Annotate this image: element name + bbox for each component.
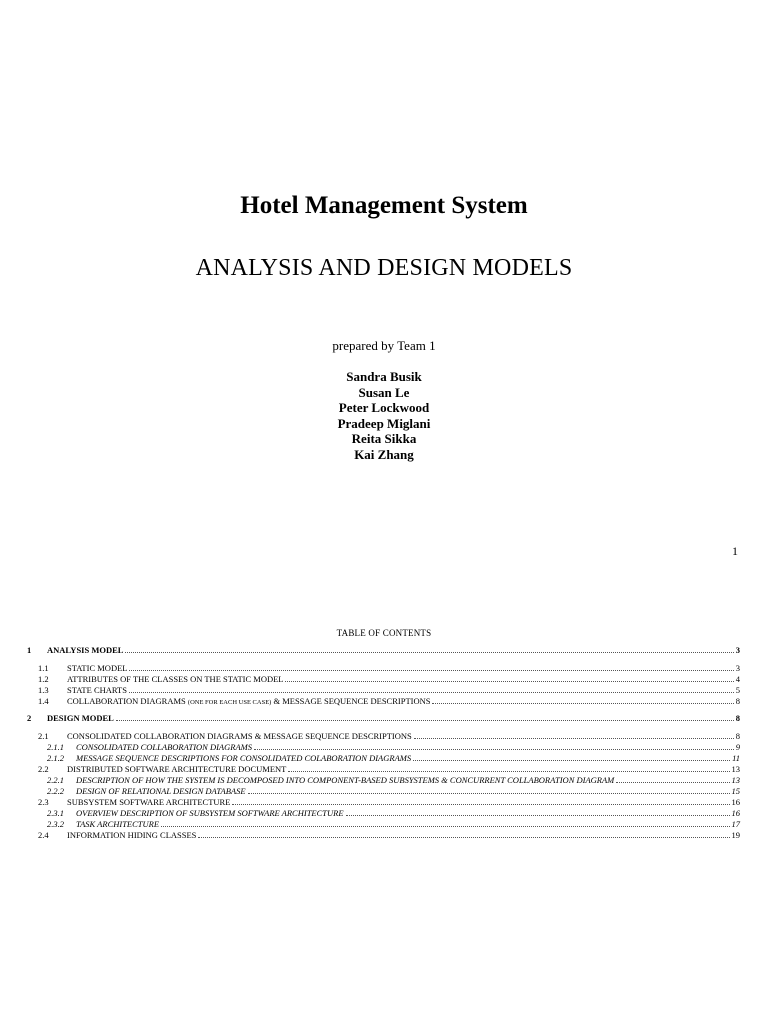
toc-entry-page: 3: [735, 645, 740, 655]
toc-entry-page: 13: [731, 775, 740, 785]
toc-entry[interactable]: [0, 645, 768, 656]
toc-entry-number: 2.2.1: [47, 775, 64, 785]
toc-entry-number: 1: [27, 645, 32, 655]
toc-entry[interactable]: [0, 674, 768, 685]
toc-entry[interactable]: [0, 786, 768, 797]
toc-entry[interactable]: [0, 764, 768, 775]
toc-entry-label: STATE CHARTS: [67, 685, 127, 695]
toc-entry-page: 13: [731, 764, 740, 774]
toc-entry-number: 1.2: [38, 674, 49, 684]
toc-heading: TABLE OF CONTENTS: [336, 628, 432, 638]
toc-entry-page: 3: [735, 663, 740, 673]
document-title: Hotel Management System: [240, 192, 528, 219]
toc-entry-number: 1.3: [38, 685, 49, 695]
toc-entry-page: 15: [731, 786, 740, 796]
toc-entry[interactable]: [0, 797, 768, 808]
prepared-by: prepared by Team 1: [332, 338, 436, 353]
toc-entry-number: 1.1: [38, 663, 49, 673]
toc-entry[interactable]: [0, 775, 768, 786]
toc-entry-number: 2.3: [38, 797, 49, 807]
toc-entry-label: DESCRIPTION OF HOW THE SYSTEM IS DECOMPOSED INTO COMPONENT-BASED SUBSYSTEMS & CONCURRENT COLLABORATION DIAGRAM: [76, 775, 615, 785]
toc-entry-label: OVERVIEW DESCRIPTION OF SUBSYSTEM SOFTWARE ARCHITECTURE: [76, 808, 344, 818]
author-name: Reita Sikka: [351, 431, 417, 447]
author-name: Pradeep Miglani: [337, 415, 431, 431]
toc-entry-number: 2.1: [38, 731, 49, 741]
toc-entry-page: 8: [735, 731, 740, 741]
toc-entry-number: 2.3.2: [47, 819, 64, 829]
toc-entry[interactable]: [0, 663, 768, 674]
toc-entry-number: 1.4: [38, 696, 49, 706]
toc-entry-number: 2.1.1: [47, 742, 64, 752]
toc-entry-label: SUBSYSTEM SOFTWARE ARCHITECTURE: [67, 797, 231, 807]
toc-entry[interactable]: [0, 685, 768, 696]
toc-entry-page: 16: [731, 808, 740, 818]
author-list: [0, 369, 768, 463]
author-name: Susan Le: [358, 384, 410, 400]
toc-entry-number: 2.2: [38, 764, 49, 774]
toc-entry-number: 2.1.2: [47, 753, 64, 763]
author-name: Sandra Busik: [346, 369, 422, 384]
author-name: Kai Zhang: [354, 446, 414, 462]
toc-entry[interactable]: [0, 696, 768, 707]
toc-entry[interactable]: [0, 808, 768, 819]
toc-entry-page: 17: [731, 819, 740, 829]
toc-entry-label: INFORMATION HIDING CLASSES: [67, 830, 197, 840]
toc-entry[interactable]: [0, 819, 768, 830]
toc-entry-page: 4: [735, 674, 740, 684]
toc-entry-label: STATIC MODEL: [67, 663, 128, 673]
toc-entry[interactable]: [0, 753, 768, 764]
page-number: 1: [732, 544, 738, 558]
toc-entry-page: 11: [732, 753, 740, 763]
toc-entry-number: 2.3.1: [47, 808, 64, 818]
toc-entry[interactable]: [0, 742, 768, 753]
toc-entry-label: CONSOLIDATED COLLABORATION DIAGRAMS: [76, 742, 252, 752]
toc-entry[interactable]: [0, 713, 768, 724]
toc-entry-number: 2: [27, 713, 32, 723]
toc-entry-label: ANALYSIS MODEL: [47, 645, 124, 655]
toc-entry-label: MESSAGE SEQUENCE DESCRIPTIONS FOR CONSOLIDATED COLABORATION DIAGRAMS: [76, 753, 412, 763]
toc-entry-page: 5: [735, 685, 740, 695]
toc-entry-label: DISTRIBUTED SOFTWARE ARCHITECTURE DOCUMENT: [67, 764, 287, 774]
toc-entry-number: 2.2.2: [47, 786, 64, 796]
toc-entry-page: 16: [731, 797, 740, 807]
toc-entry-page: 19: [731, 830, 740, 840]
toc-entry-label: DESIGN OF RELATIONAL DESIGN DATABASE: [76, 786, 246, 796]
toc-entry-label: TASK ARCHITECTURE: [76, 819, 160, 829]
author-name: Peter Lockwood: [338, 400, 430, 416]
toc-entry-label: CONSOLIDATED COLLABORATION DIAGRAMS & MESSAGE SEQUENCE DESCRIPTIONS: [67, 731, 412, 741]
toc-entry[interactable]: [0, 731, 768, 742]
toc-entry-page: 9: [735, 742, 740, 752]
toc-entry-label: DESIGN MODEL: [47, 713, 114, 723]
toc-entry-label: COLLABORATION DIAGRAMS (ONE FOR EACH USE CASE) & MESSAGE SEQUENCE DESCRIPTIONS: [67, 696, 431, 706]
document-subtitle: ANALYSIS AND DESIGN MODELS: [195, 255, 573, 281]
toc-entry[interactable]: [0, 830, 768, 841]
toc-entry-page: 8: [735, 696, 740, 706]
toc-entry-number: 2.4: [38, 830, 49, 840]
toc-entry-label: ATTRIBUTES OF THE CLASSES ON THE STATIC MODEL: [67, 674, 284, 684]
toc-entry-page: 8: [735, 713, 740, 723]
